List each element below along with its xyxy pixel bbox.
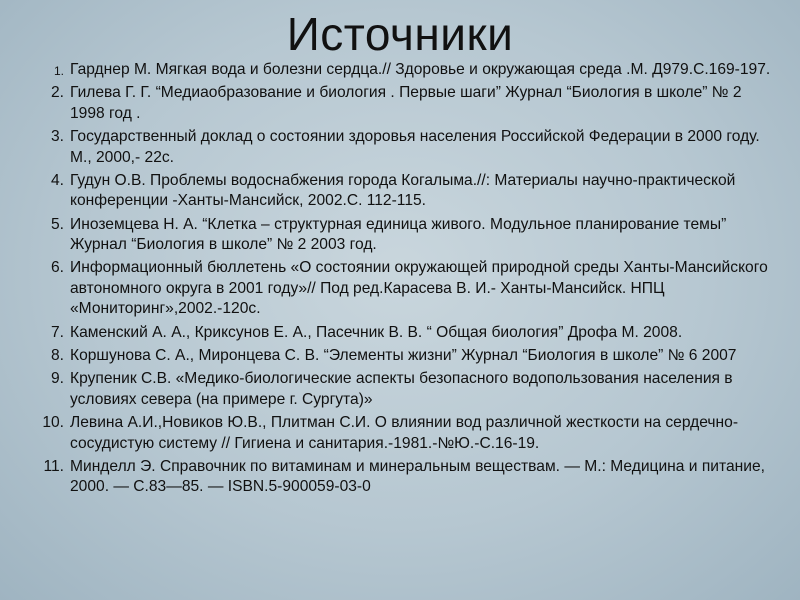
reference-number: 4. [50,171,64,189]
reference-text: Гудун О.В. Проблемы водоснабжения города Когалыма.//: Материалы научно-практической конференции -Ханты-Мансийск, 2002.С. 112-115. [70,171,736,210]
reference-number: 11. [43,457,64,475]
reference-text: Коршунова С. А., Миронцева С. В. “Элементы жизни” Журнал “Биология в школе” № 6 2007 [70,347,737,365]
reference-number: 6. [50,259,64,277]
reference-text: Гилева Г. Г. “Медиаобразование и биология . Первые шаги” Журнал “Биология в школе” № 2 1998 год . [70,84,742,122]
reference-item [0,83,800,124]
reference-number: 8. [50,347,64,365]
reference-item [0,323,800,344]
reference-number: 5. [50,215,64,233]
slide-title: Источники [286,8,514,60]
reference-item [0,60,800,81]
reference-number: 3. [50,128,64,146]
reference-item [0,457,800,498]
reference-text: Левина А.И.,Новиков Ю.В., Плитман С.И. О влиянии вод различной жесткости на сердечно-сосудистую систему // Гигиена и санитария.-1981.-№Ю.-С.16-19. [70,414,739,452]
reference-list [0,60,800,501]
reference-item [0,171,800,212]
reference-number: 9. [50,370,64,388]
reference-text: Крупеник С.В. «Медико-биологические аспекты безопасного водопользования населения в условиях севера (на примере г. Сургута)» [70,370,733,408]
reference-number: 10. [42,414,64,432]
reference-item [0,258,800,320]
reference-number: 1. [53,64,64,78]
reference-text: Гарднер М. Мягкая вода и болезни сердца.// Здоровье и окружающая среда .М. Д979.С.169-197. [70,61,771,78]
reference-number: 7. [50,323,64,341]
reference-number: 2. [50,84,64,102]
reference-item [0,215,800,256]
reference-text: Каменский А. А., Криксунов Е. А., Пасечник В. В. “ Общая биология” Дрофа М. 2008. [70,323,683,341]
reference-text: Иноземцева Н. А. “Клетка – структурная единица живого. Модульное планирование темы” Журнал “Биология в школе” № 2 2003 год. [70,215,727,254]
reference-item [0,369,800,410]
reference-item [0,413,800,454]
reference-item [0,127,800,168]
reference-text: Информационный бюллетень «О состоянии окружающей природной среды Ханты-Мансийского автономного округа в 2001 году»// Под ред.Карасева В. И.- Ханты-Мансийск. НПЦ «Мониторинг»,2002.-120с. [70,259,768,318]
reference-text: Минделл Э. Справочник по витаминам и минеральным веществам. — М.: Медицина и питание, 2000. — С.83—85. — ISBN.5-900059-03-0 [70,457,765,496]
reference-text: Государственный доклад о состоянии здоровья населения Российской Федерации в 2000 году. М., 2000,- 22с. [70,128,760,166]
reference-item [0,346,800,367]
